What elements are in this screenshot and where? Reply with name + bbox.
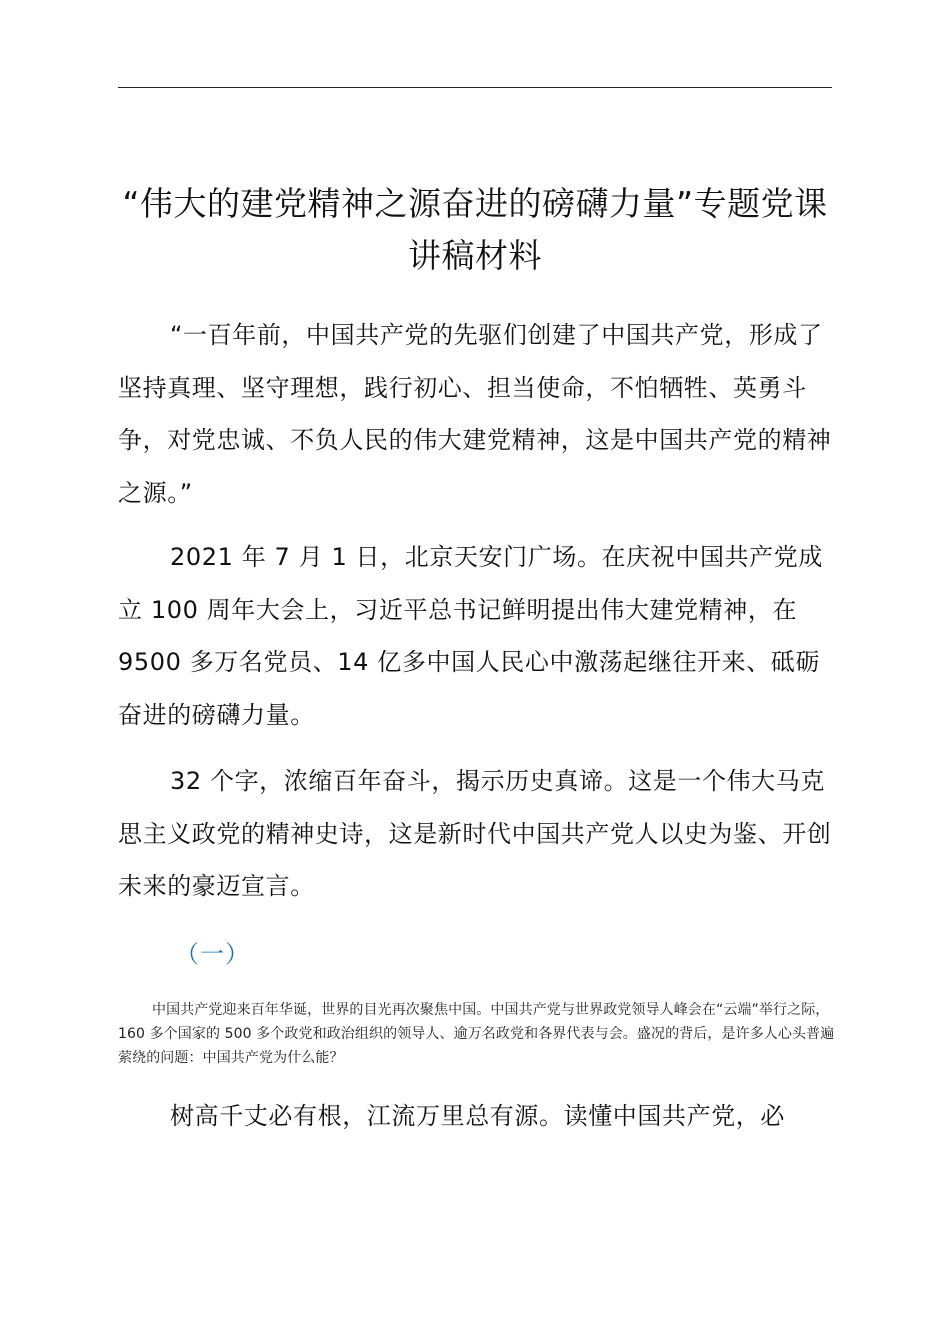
body-paragraph-closing: 树高千丈必有根，江流万里总有源。读懂中国共产党，必 (170, 1102, 785, 1130)
header-rule (118, 87, 832, 88)
small-body-paragraph: 中国共产党迎来百年华诞，世界的目光再次聚焦中国。中国共产党与世界政党领导人峰会在“云端”举行之际，160 多个国家的 500 多个政党和政治组织的领导人、逾万名政党和各界代表与会。盛况的背后，是许多人心头普遍萦绕的问题：中国共产党为什么能？ (118, 1002, 835, 1066)
body-paragraph-date: 2021 年 7 月 1 日，北京天安门广场。在庆祝中国共产党成立 100 周年大会上，习近平总书记鲜明提出伟大建党精神，在 9500 多万名党员、14 亿多中国人民心中激荡起继往开来、砥砺奋进的磅礴力量。 (118, 543, 823, 729)
body-paragraph-summary: 32 个字，浓缩百年奋斗，揭示历史真谛。这是一个伟大马克思主义政党的精神史诗，这是新时代中国共产党人以史为鉴、开创未来的豪迈宣言。 (118, 767, 832, 900)
document-title: “伟大的建党精神之源奋进的磅礴力量”专题党课讲稿材料 (122, 184, 828, 275)
section-heading: （一） (175, 940, 250, 968)
body-paragraph-quote: “一百年前，中国共产党的先驱们创建了中国共产党，形成了坚持真理、坚守理想，践行初心、担当使命，不怕牺牲、英勇斗争，对党忠诚、不负人民的伟大建党精神，这是中国共产党的精神之源。” (118, 321, 832, 507)
